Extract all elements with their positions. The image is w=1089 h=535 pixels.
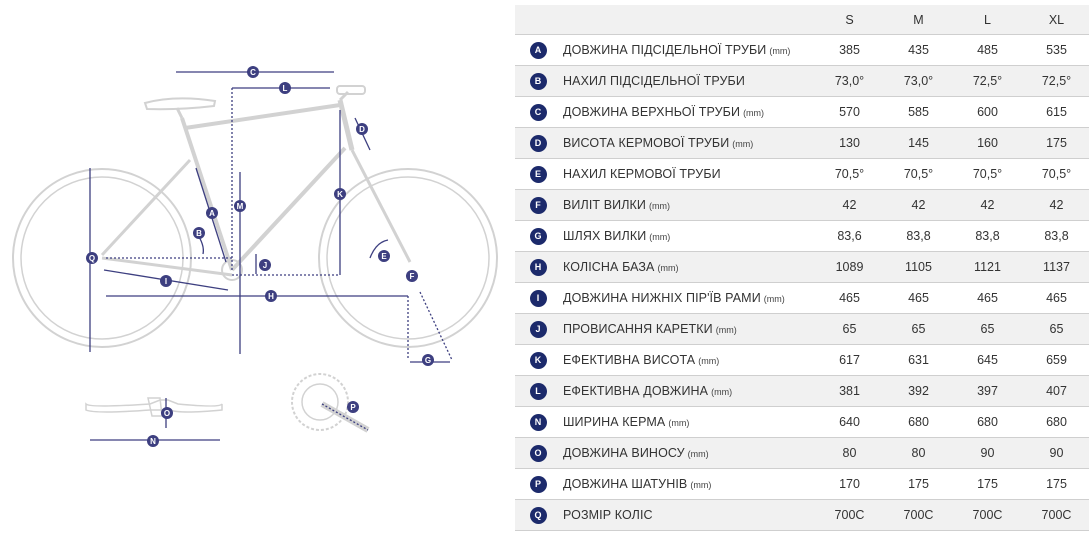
letter-badge: O: [530, 445, 547, 462]
row-value: 680: [953, 407, 1022, 438]
table-row: [515, 66, 1089, 97]
dim-letter-f: F: [409, 272, 415, 281]
row-value: 65: [953, 314, 1022, 345]
fork: [352, 150, 410, 262]
row-letter-cell: [515, 35, 561, 66]
row-letter-cell: [515, 438, 561, 469]
dim-letter-a: A: [209, 209, 215, 218]
row-value: 392: [884, 376, 953, 407]
row-value: 70,5°: [1022, 159, 1089, 190]
row-value: 535: [1022, 35, 1089, 66]
letter-badge: J: [530, 321, 547, 338]
dim-letter-q: Q: [88, 254, 96, 263]
stem-detail: [148, 398, 162, 416]
table-row: [515, 407, 1089, 438]
down-tube: [232, 148, 345, 270]
row-label: ШЛЯХ ВИЛКИ: [563, 229, 647, 243]
row-value: 1121: [953, 252, 1022, 283]
row-value: 680: [884, 407, 953, 438]
row-label-cell: [561, 128, 815, 159]
row-label-cell: [561, 252, 815, 283]
header-label-col: [561, 5, 815, 35]
row-value: 465: [953, 283, 1022, 314]
row-unit: (mm): [687, 449, 709, 459]
row-value: 485: [953, 35, 1022, 66]
row-value: 700C: [815, 500, 884, 531]
row-label-cell: [561, 221, 815, 252]
row-value: 170: [815, 469, 884, 500]
geometry-table: [515, 5, 1089, 531]
row-value: 73,0°: [815, 66, 884, 97]
row-unit: (mm): [649, 201, 670, 211]
row-unit: (mm): [763, 294, 785, 304]
bike-outline: [13, 86, 497, 430]
row-value: 175: [884, 469, 953, 500]
row-label-cell: [561, 97, 815, 128]
row-label: ДОВЖИНА ШАТУНІВ: [563, 477, 688, 491]
row-value: 659: [1022, 345, 1089, 376]
row-value: 160: [953, 128, 1022, 159]
row-value: 465: [815, 283, 884, 314]
row-letter-cell: [515, 345, 561, 376]
row-value: 570: [815, 97, 884, 128]
table-row: [515, 345, 1089, 376]
row-value: 700C: [953, 500, 1022, 531]
row-unit: (mm): [732, 139, 754, 149]
letter-badge: D: [530, 135, 547, 152]
table-row: [515, 438, 1089, 469]
dim-letter-e: E: [381, 252, 387, 261]
row-value: 65: [1022, 314, 1089, 345]
dim-letter-d: D: [359, 125, 365, 134]
row-value: 1137: [1022, 252, 1089, 283]
row-label: ШИРИНА КЕРМА: [563, 415, 666, 429]
letter-badge: B: [530, 73, 547, 90]
row-value: 640: [815, 407, 884, 438]
row-value: 90: [1022, 438, 1089, 469]
dim-letter-n: N: [150, 437, 156, 446]
row-label-cell: [561, 283, 815, 314]
row-letter-cell: [515, 407, 561, 438]
row-letter-cell: [515, 159, 561, 190]
dim-letter-o: O: [163, 409, 171, 418]
row-value: 42: [1022, 190, 1089, 221]
row-value: 65: [815, 314, 884, 345]
row-letter-cell: [515, 469, 561, 500]
bike-geometry-diagram: [0, 0, 510, 535]
row-label: ДОВЖИНА НИЖНІХ ПІР'ЇВ РАМИ: [563, 291, 761, 305]
row-value: 175: [953, 469, 1022, 500]
size-header-s: S: [815, 5, 884, 35]
row-unit: (mm): [743, 108, 765, 118]
table-row: [515, 128, 1089, 159]
row-label: ВИЛІТ ВИЛКИ: [563, 198, 646, 212]
table-row: [515, 190, 1089, 221]
row-unit: (mm): [698, 356, 720, 366]
table-row: [515, 159, 1089, 190]
table-row: [515, 283, 1089, 314]
letter-badge: E: [530, 166, 547, 183]
row-label-cell: [561, 314, 815, 345]
crankset-detail: [292, 374, 348, 430]
row-value: 1089: [815, 252, 884, 283]
letter-badge: L: [530, 383, 547, 400]
row-unit: (mm): [690, 480, 712, 490]
row-value: 90: [953, 438, 1022, 469]
row-value: 83,8: [1022, 221, 1089, 252]
handlebar-stub: [337, 86, 365, 94]
row-value: 465: [884, 283, 953, 314]
top-tube: [185, 105, 340, 128]
row-value: 83,6: [815, 221, 884, 252]
row-value: 70,5°: [953, 159, 1022, 190]
row-letter-cell: [515, 190, 561, 221]
row-label-cell: [561, 438, 815, 469]
row-label: ЕФЕКТИВНА ДОВЖИНА: [563, 384, 709, 398]
row-value: 72,5°: [1022, 66, 1089, 97]
table-row: [515, 252, 1089, 283]
dim-letter-b: B: [196, 229, 202, 238]
letter-badge: Q: [530, 507, 547, 524]
dim-letter-l: L: [282, 84, 288, 93]
row-unit: (mm): [649, 232, 671, 242]
letter-badge: N: [530, 414, 547, 431]
table-row: [515, 469, 1089, 500]
row-label-cell: [561, 190, 815, 221]
letter-badge: F: [530, 197, 547, 214]
row-value: 130: [815, 128, 884, 159]
row-label: КОЛІСНА БАЗА: [563, 260, 655, 274]
row-label-cell: [561, 159, 815, 190]
row-value: 407: [1022, 376, 1089, 407]
row-value: 80: [815, 438, 884, 469]
row-label: НАХИЛ ПІДСІДЕЛЬНОЇ ТРУБИ: [563, 74, 745, 88]
letter-badge: C: [530, 104, 547, 121]
row-label: РОЗМІР КОЛІС: [563, 508, 653, 522]
table-row: [515, 221, 1089, 252]
row-unit: (mm): [715, 325, 737, 335]
row-unit: (mm): [657, 263, 679, 273]
row-unit: (mm): [668, 418, 690, 428]
row-value: 465: [1022, 283, 1089, 314]
letter-badge: G: [530, 228, 547, 245]
row-label: ДОВЖИНА ВЕРХНЬОЇ ТРУБИ: [563, 105, 741, 119]
row-value: 42: [815, 190, 884, 221]
row-value: 65: [884, 314, 953, 345]
row-label: НАХИЛ КЕРМОВОЇ ТРУБИ: [563, 167, 721, 181]
letter-badge: P: [530, 476, 547, 493]
row-letter-cell: [515, 314, 561, 345]
row-label-cell: [561, 35, 815, 66]
dim-letter-k: K: [337, 190, 343, 199]
row-value: 397: [953, 376, 1022, 407]
row-value: 73,0°: [884, 66, 953, 97]
letter-badge: H: [530, 259, 547, 276]
row-value: 72,5°: [953, 66, 1022, 97]
letter-badge: K: [530, 352, 547, 369]
row-value: 1105: [884, 252, 953, 283]
head-tube: [340, 100, 352, 150]
row-value: 385: [815, 35, 884, 66]
row-value: 145: [884, 128, 953, 159]
seatstay: [102, 160, 190, 255]
row-value: 617: [815, 345, 884, 376]
dim-letter-i: I: [164, 277, 168, 286]
row-label-cell: [561, 500, 815, 531]
row-value: 700C: [1022, 500, 1089, 531]
row-value: 83,8: [884, 221, 953, 252]
crankset-inner: [302, 384, 338, 420]
row-value: 175: [1022, 128, 1089, 159]
row-label: ЕФЕКТИВНА ВИСОТА: [563, 353, 696, 367]
saddle: [145, 98, 215, 109]
dim-letter-m: M: [236, 202, 244, 211]
row-letter-cell: [515, 97, 561, 128]
table-row: [515, 97, 1089, 128]
row-value: 600: [953, 97, 1022, 128]
row-value: 585: [884, 97, 953, 128]
table-row: [515, 376, 1089, 407]
row-value: 80: [884, 438, 953, 469]
header-letter-col: [515, 5, 561, 35]
dim-letter-c: C: [250, 68, 256, 77]
letter-badge: A: [530, 42, 547, 59]
table-row: [515, 314, 1089, 345]
size-header-l: L: [953, 5, 1022, 35]
row-letter-cell: [515, 283, 561, 314]
row-value: 42: [884, 190, 953, 221]
row-letter-cell: [515, 221, 561, 252]
size-header-xl: XL: [1022, 5, 1089, 35]
row-label: ВИСОТА КЕРМОВОЇ ТРУБИ: [563, 136, 730, 150]
table-row: [515, 35, 1089, 66]
row-label-cell: [561, 407, 815, 438]
row-unit: (mm): [769, 46, 791, 56]
row-label-cell: [561, 345, 815, 376]
table-row: [515, 500, 1089, 531]
row-value: 680: [1022, 407, 1089, 438]
row-value: 700C: [884, 500, 953, 531]
dimension-lines: [90, 72, 452, 440]
row-value: 70,5°: [884, 159, 953, 190]
row-label-cell: [561, 376, 815, 407]
row-letter-cell: [515, 66, 561, 97]
dim-letter-j: J: [262, 261, 268, 270]
row-value: 70,5°: [815, 159, 884, 190]
dim-letter-p: P: [350, 403, 356, 412]
row-unit: (mm): [711, 387, 733, 397]
dimension-badges: [86, 66, 434, 447]
letter-badge: I: [530, 290, 547, 307]
dim-line-g-diag: [420, 292, 452, 360]
dim-letter-g: G: [424, 356, 432, 365]
row-label-cell: [561, 469, 815, 500]
handlebar-detail: [86, 400, 222, 412]
row-label-cell: [561, 66, 815, 97]
row-value: 435: [884, 35, 953, 66]
row-value: 645: [953, 345, 1022, 376]
size-header-m: M: [884, 5, 953, 35]
dim-letter-h: H: [268, 292, 274, 301]
row-value: 83,8: [953, 221, 1022, 252]
row-letter-cell: [515, 252, 561, 283]
row-label: ДОВЖИНА ПІДСІДЕЛЬНОЇ ТРУБИ: [563, 43, 767, 57]
table-header-row: [515, 5, 1089, 35]
row-value: 42: [953, 190, 1022, 221]
row-letter-cell: [515, 376, 561, 407]
row-letter-cell: [515, 500, 561, 531]
row-value: 175: [1022, 469, 1089, 500]
row-value: 381: [815, 376, 884, 407]
row-label: ДОВЖИНА ВИНОСУ: [563, 446, 685, 460]
row-value: 615: [1022, 97, 1089, 128]
row-letter-cell: [515, 128, 561, 159]
row-value: 631: [884, 345, 953, 376]
row-label: ПРОВИСАННЯ КАРЕТКИ: [563, 322, 713, 336]
